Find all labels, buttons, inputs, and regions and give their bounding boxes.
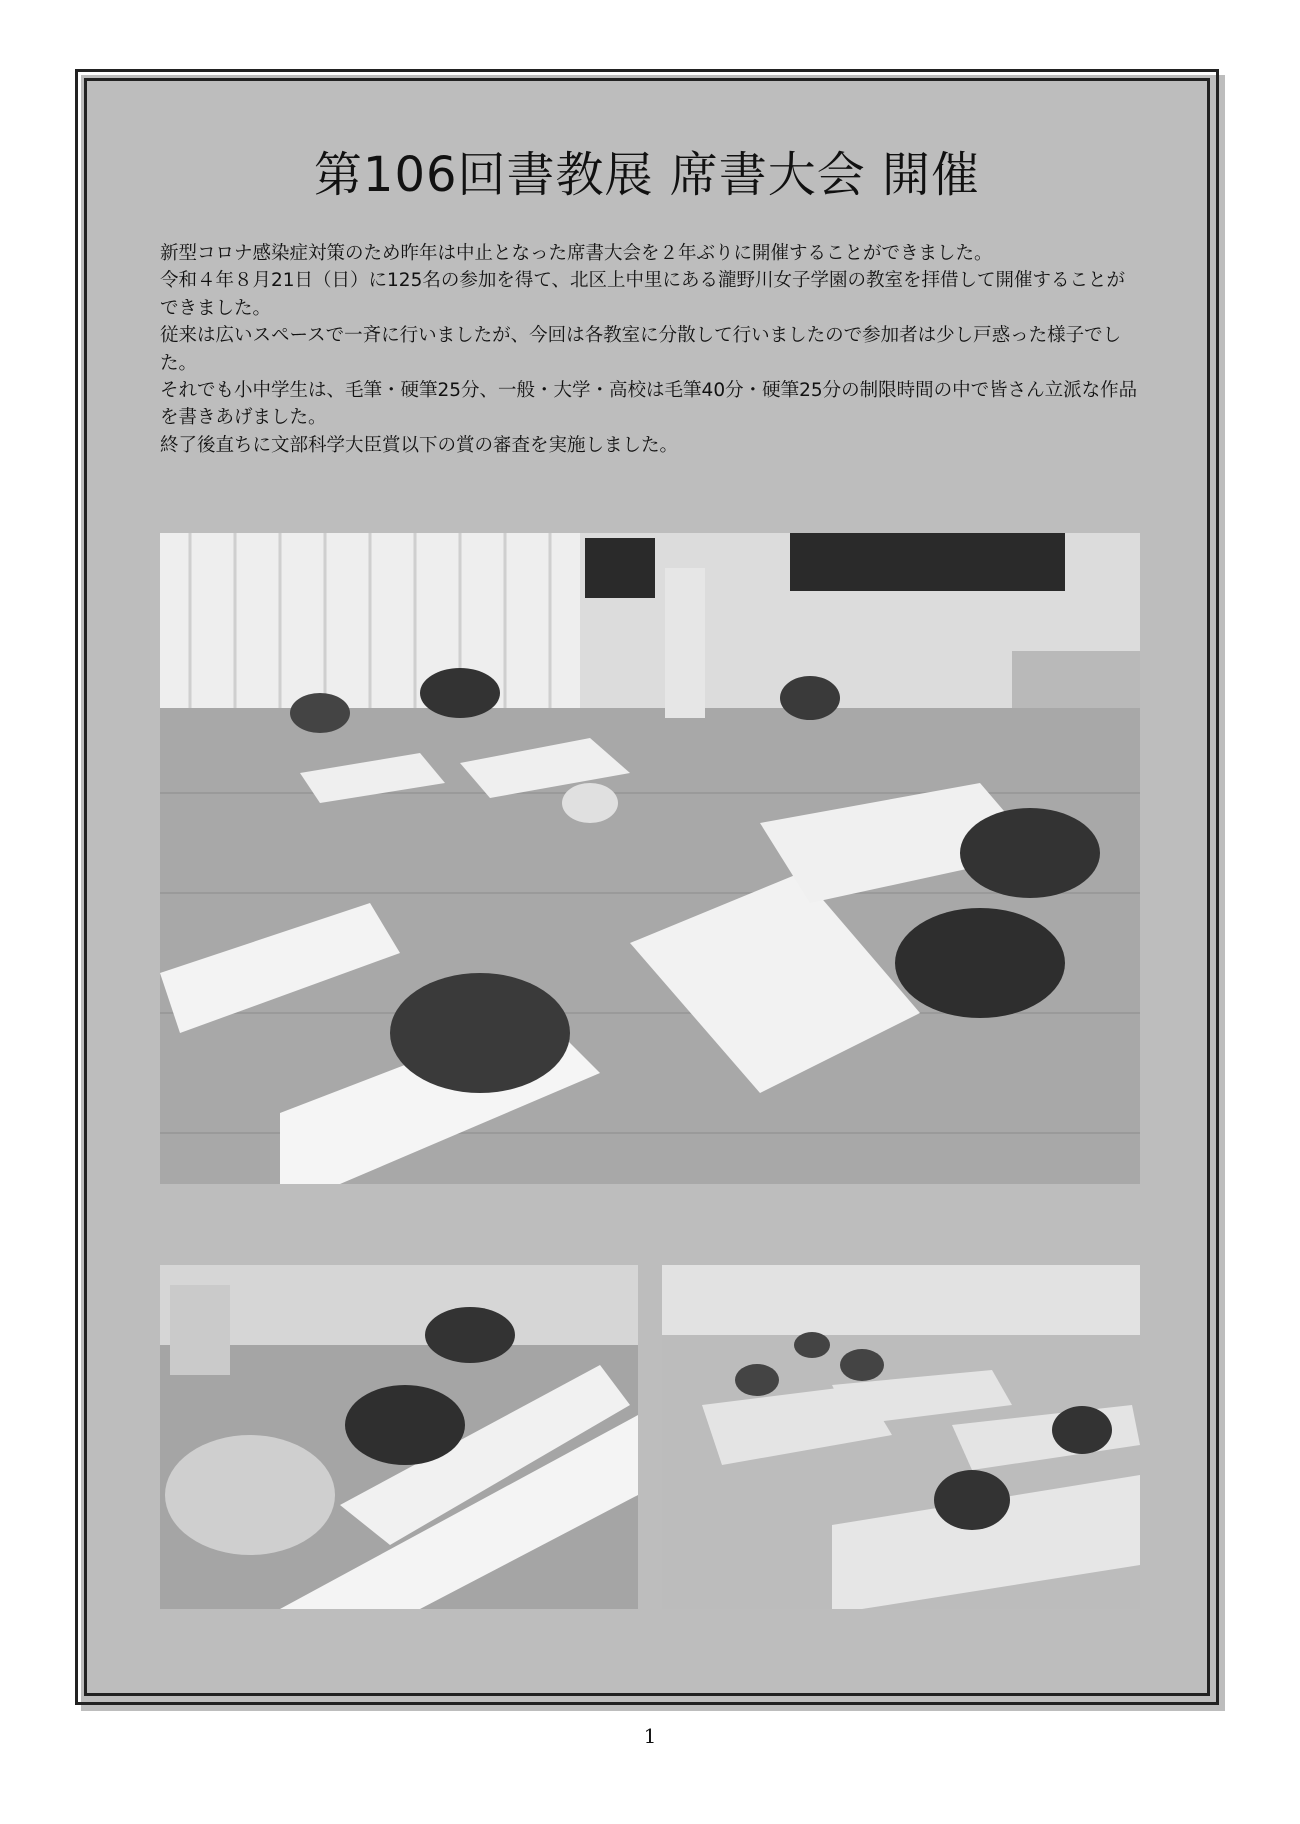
body-text bbox=[160, 240, 1140, 459]
paragraph: 令和４年８月21日（日）に125名の参加を得て、北区上中里にある瀧野川女子学園の教室を拝借して開催することができました。 bbox=[160, 270, 1125, 319]
paragraph: それでも小中学生は、毛筆・硬筆25分、一般・大学・高校は毛筆40分・硬筆25分の制限時間の中で皆さん立派な作品を書きあげました。 bbox=[160, 380, 1138, 429]
photo-floor-writing bbox=[160, 1265, 638, 1609]
photo-desk-writing bbox=[662, 1265, 1140, 1609]
page-title: 第106回書教展 席書大会 開催 bbox=[313, 147, 981, 203]
paragraph: 終了後直ちに文部科学大臣賞以下の賞の審査を実施しました。 bbox=[160, 434, 679, 456]
paragraph: 新型コロナ感染症対策のため昨年は中止となった席書大会を２年ぶりに開催することができました。 bbox=[160, 243, 993, 264]
page-number: 1 bbox=[643, 1724, 657, 1748]
photo-calligraphy-room bbox=[160, 533, 1140, 1184]
paragraph: 従来は広いスペースで一斉に行いましたが、今回は各教室に分散して行いましたので参加者は少し戸惑った様子でした。 bbox=[160, 325, 1122, 374]
